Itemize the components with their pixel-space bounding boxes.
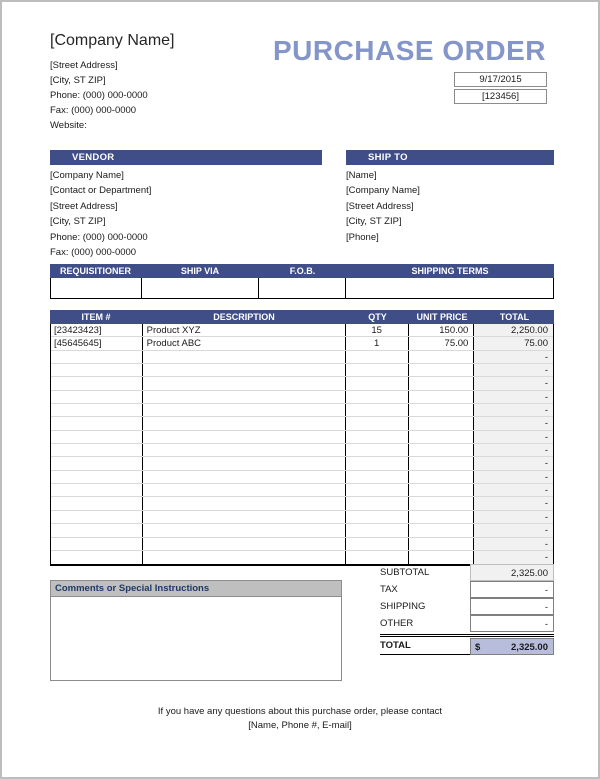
item-row-empty [51,404,553,417]
vendor-street[interactable]: [Street Address] [50,200,118,212]
total-cell[interactable]: - [474,511,553,523]
item-row-empty [51,391,553,404]
item-number-cell[interactable] [51,351,143,363]
vendor-address [50,168,151,260]
total-cell[interactable]: - [474,364,553,376]
qty-cell[interactable] [346,484,409,496]
qty-cell[interactable]: 1 [346,337,409,349]
unit-price-cell[interactable]: 150.00 [409,324,475,336]
item-number-cell[interactable] [51,431,143,443]
other-label: OTHER [380,618,414,629]
item-number-cell[interactable] [51,444,143,456]
description-cell[interactable] [143,391,346,403]
description-cell[interactable] [143,364,346,376]
date-field[interactable]: 9/17/2015 [454,72,547,87]
description-cell[interactable] [143,551,346,564]
qty-cell[interactable] [346,431,409,443]
company-street: [Street Address] [50,60,118,71]
tax-field[interactable]: - [470,581,554,598]
item-row-empty [51,444,553,457]
totals-block [380,564,554,655]
vendor-city[interactable]: [City, ST ZIP] [50,216,106,228]
total-cell[interactable]: - [474,471,553,483]
qty-cell[interactable] [346,351,409,363]
description-cell[interactable] [143,431,346,443]
item-row-empty [51,551,553,564]
total-cell[interactable]: - [474,484,553,496]
grand-total-label: TOTAL [380,638,470,655]
total-cell[interactable]: - [474,417,553,429]
description-cell[interactable] [143,538,346,550]
item-number-cell[interactable] [51,551,143,564]
unit-price-cell[interactable] [409,444,475,456]
item-number-cell[interactable] [51,471,143,483]
description-cell[interactable] [143,511,346,523]
item-row-empty [51,471,553,484]
description-cell[interactable] [143,417,346,429]
item-number-cell[interactable] [51,484,143,496]
total-cell[interactable]: - [474,351,553,363]
total-cell[interactable]: 75.00 [474,337,553,349]
vendor-phone[interactable]: Phone: (000) 000-0000 [50,231,148,243]
subtotal-row [380,564,554,581]
shipto-address [346,168,420,245]
item-row-empty [51,431,553,444]
items-table [50,310,554,566]
company-website: Website: [50,120,87,131]
item-row-empty [51,364,553,377]
qty-cell[interactable] [346,457,409,469]
footer-line1: If you have any questions about this purchase order, please contact [157,706,443,717]
item-row-empty [51,377,553,390]
total-cell[interactable]: - [474,538,553,550]
totals-divider [380,634,554,637]
shipping-terms-field[interactable] [346,278,553,298]
item-number-cell[interactable] [51,538,143,550]
company-fax: Fax: (000) 000-0000 [50,105,137,116]
description-cell[interactable] [143,524,346,536]
item-row-empty [51,457,553,470]
item-row-empty [51,417,553,430]
qty-cell[interactable] [346,417,409,429]
item-number-cell[interactable] [51,404,143,416]
company-block [50,32,175,133]
unit-price-cell[interactable]: 75.00 [409,337,475,349]
shipto-company[interactable]: [Company Name] [346,185,420,197]
total-cell[interactable]: - [474,431,553,443]
total-cell[interactable]: 2,250.00 [474,324,553,336]
qty-header: QTY [346,310,409,324]
grand-total-value [470,638,554,655]
shipping-info-value-row [50,278,554,299]
item-row-empty [51,511,553,524]
shipping-info-table [50,264,554,299]
subtotal-value: 2,325.00 [470,564,554,581]
qty-cell[interactable]: 15 [346,324,409,336]
unit-price-cell[interactable] [409,364,475,376]
qty-cell[interactable] [346,524,409,536]
qty-cell[interactable] [346,377,409,389]
unit-price-cell[interactable] [409,351,475,363]
shipping-row [380,598,554,615]
unit-price-cell[interactable] [409,391,475,403]
comments-section [50,580,342,681]
grand-total-amount: 2,325.00 [511,642,548,653]
qty-cell[interactable] [346,404,409,416]
shipto-name[interactable]: [Name] [346,170,377,181]
description-cell[interactable] [143,404,346,416]
unit-price-cell[interactable] [409,471,475,483]
other-field[interactable]: - [470,615,554,632]
tax-label: TAX [380,584,398,595]
items-table-header-row [50,310,554,324]
item-number-header: ITEM # [50,310,142,324]
unit-price-cell[interactable] [409,484,475,496]
item-row-empty [51,497,553,510]
ship-via-field[interactable] [142,278,260,298]
requisitioner-field[interactable] [51,278,142,298]
qty-cell[interactable] [346,511,409,523]
ship-via-header: SHIP VIA [180,266,220,276]
description-header: DESCRIPTION [142,310,346,324]
company-city: [City, ST ZIP] [50,75,106,86]
unit-price-cell[interactable] [409,431,475,443]
description-cell[interactable]: Product XYZ [143,324,346,336]
total-cell[interactable]: - [474,457,553,469]
total-cell[interactable]: - [474,391,553,403]
item-row-empty [51,538,553,551]
vendor-company[interactable]: [Company Name] [50,170,124,181]
comments-header: Comments or Special Instructions [50,580,342,597]
company-phone: Phone: (000) 000-0000 [50,90,148,101]
comments-field[interactable] [50,597,342,681]
vendor-fax[interactable]: Fax: (000) 000-0000 [50,247,137,259]
item-number-cell[interactable] [51,497,143,509]
item-number-cell[interactable] [51,377,143,389]
qty-cell[interactable] [346,497,409,509]
footer-line2: [Name, Phone #, E-mail] [248,720,352,731]
item-row-empty [51,524,553,537]
grand-total-row [380,638,554,655]
requisitioner-header: REQUISITIONER [59,266,131,276]
unit-price-cell[interactable] [409,417,475,429]
items-table-body [50,324,554,566]
total-cell[interactable]: - [474,444,553,456]
qty-cell[interactable] [346,391,409,403]
unit-price-cell[interactable] [409,524,475,536]
unit-price-cell[interactable] [409,457,475,469]
item-number-cell[interactable]: [45645645] [51,337,143,349]
page-title: PURCHASE ORDER [272,35,546,66]
item-number-cell[interactable] [51,391,143,403]
footer-note [2,705,598,733]
currency-symbol: $ [475,642,481,653]
other-row [380,615,554,632]
qty-cell[interactable] [346,364,409,376]
description-cell[interactable] [143,497,346,509]
description-cell[interactable] [143,484,346,496]
shipping-terms-header: SHIPPING TERMS [411,266,489,276]
fob-field[interactable] [259,278,346,298]
description-cell[interactable]: Product ABC [143,337,346,349]
item-number-cell[interactable]: [23423423] [51,324,143,336]
shipto-street[interactable]: [Street Address] [346,200,414,212]
shipping-info-header-row [50,264,554,278]
shipto-city[interactable]: [City, ST ZIP] [346,216,402,228]
item-row-empty [51,484,553,497]
item-row-empty [51,351,553,364]
shipto-phone[interactable]: [Phone] [346,231,379,243]
description-cell[interactable] [143,377,346,389]
company-address [50,58,175,133]
description-cell[interactable] [143,471,346,483]
vendor-section-header: VENDOR [50,150,322,165]
total-cell[interactable]: - [474,404,553,416]
item-row [51,337,553,350]
unit-price-cell[interactable] [409,551,475,564]
tax-row [380,581,554,598]
item-number-cell[interactable] [51,457,143,469]
unit-price-cell[interactable] [409,511,475,523]
total-cell[interactable]: - [474,377,553,389]
description-cell[interactable] [143,444,346,456]
unit-price-header: UNIT PRICE [409,310,475,324]
total-cell[interactable]: - [474,497,553,509]
description-cell[interactable] [143,351,346,363]
description-cell[interactable] [143,457,346,469]
subtotal-label: SUBTOTAL [380,567,430,578]
shipping-field[interactable]: - [470,598,554,615]
unit-price-cell[interactable] [409,404,475,416]
qty-cell[interactable] [346,444,409,456]
shipping-label: SHIPPING [380,601,426,612]
item-number-cell[interactable] [51,524,143,536]
unit-price-cell[interactable] [409,377,475,389]
qty-cell[interactable] [346,538,409,550]
total-cell[interactable]: - [474,551,553,564]
company-name: [Company Name] [50,32,175,49]
total-cell[interactable]: - [474,524,553,536]
shipto-section-header: SHIP TO [346,150,554,165]
total-header: TOTAL [475,310,554,324]
unit-price-cell[interactable] [409,538,475,550]
qty-cell[interactable] [346,551,409,564]
vendor-contact[interactable]: [Contact or Department] [50,185,152,197]
item-row [51,324,553,337]
item-number-cell[interactable] [51,511,143,523]
fob-header: F.O.B. [289,266,316,276]
qty-cell[interactable] [346,471,409,483]
item-number-cell[interactable] [51,417,143,429]
po-number-field[interactable]: [123456] [454,89,547,104]
item-number-cell[interactable] [51,364,143,376]
unit-price-cell[interactable] [409,497,475,509]
